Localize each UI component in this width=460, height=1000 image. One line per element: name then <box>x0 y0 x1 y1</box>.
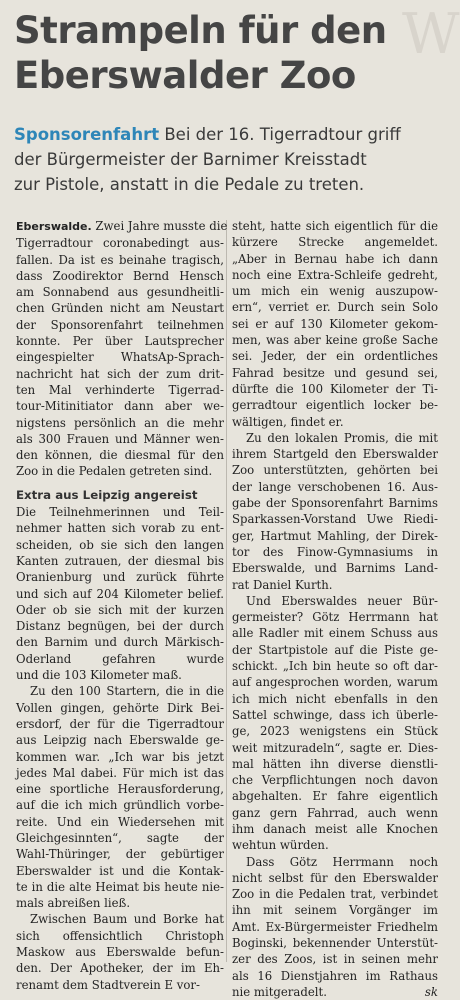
text-line: mal hätten ihn diverse dienstli- <box>232 756 438 771</box>
text-line: Eberswalde, und Barnims Land- <box>232 561 438 576</box>
text-line: steht, hatte sich eigentlich für die <box>232 219 438 233</box>
text-line: reite. Und ein Wiedersehen mit <box>16 814 224 829</box>
text-line: chen Gründen nicht am Neustart <box>16 301 224 316</box>
text-line: kommen war. „Ich war bis jetzt <box>16 749 224 764</box>
text-line: che Verpflichtungen noch davon <box>232 773 438 788</box>
column-right <box>232 218 438 1000</box>
author-signature: sk <box>424 984 438 999</box>
text-line: ganz gern Fahrrad, auch wenn <box>232 805 438 820</box>
article-headline <box>14 8 444 98</box>
paragraph <box>16 683 224 911</box>
text-line: germeister? Götz Herrmann hat <box>232 610 438 625</box>
text-line: weit mitzuradeln“, sagte er. Dies- <box>232 740 438 755</box>
text-line: scheiden, ob sie sich den langen <box>16 537 224 552</box>
text-line: dass Zoodirektor Bernd Hensch <box>16 268 224 283</box>
text-line: den können, die diesmal für den <box>16 448 224 463</box>
text-line <box>16 218 228 235</box>
text-line: Wahl-Thüringer, der gebürtiger <box>16 847 224 862</box>
text-line: den Barnim und durch Märkisch- <box>16 635 224 650</box>
text-line: Amt. Ex-Bürgermeister Friedhelm <box>232 919 438 934</box>
text-line: ihm danach meist alle Knochen <box>232 821 438 836</box>
text-line: Eberswalder ist und die Kontak- <box>16 863 224 878</box>
column-left <box>16 218 228 993</box>
text-line: zer des Zoos, ist in seinen mehr <box>232 952 438 967</box>
text-line: Boginski, bekennender Unterstüt- <box>232 936 438 951</box>
text-line: nehmer hatten sich vorab zu ent- <box>16 521 224 536</box>
paragraph <box>232 854 438 1000</box>
text-line: abgehalten. Er fahre eigentlich <box>232 789 438 804</box>
text-line: gerradtour eigentlich locker be- <box>232 398 438 413</box>
text-line: Fahrad besitze und gesund sei, <box>232 365 438 380</box>
text-line: wehtun würden. <box>232 838 329 853</box>
intro-line-1 <box>14 122 442 147</box>
watermark-letter: W <box>402 2 460 67</box>
text-line: Maskow aus Eberswalde befun- <box>16 945 224 960</box>
text-line: Und Eberswaldes neuer Bür- <box>246 593 438 608</box>
text-line: konnte. Per über Lautsprecher <box>16 334 224 349</box>
text-line: alle Radler mit einem Schuss aus <box>232 626 438 641</box>
text-line: tour-Mitinitiator dann aber we- <box>16 399 224 414</box>
text-line <box>232 984 438 1000</box>
text-line: Zoo unterstützten, gehörten bei <box>232 463 438 478</box>
text-line: Gleichgesinnten“, sagte der <box>16 830 224 845</box>
text-line: Oranienburg und zurück führte <box>16 570 224 585</box>
text-line: Sparkassen-Vorstand Uwe Riedi- <box>232 512 438 527</box>
text-line: ich mich nicht ebenfalls in den <box>232 691 438 706</box>
text-line: ihrem Startgeld den Eberswalder <box>232 447 438 462</box>
text-line: renamt dem Stadtverein E vor- <box>16 977 200 992</box>
text-line: Oderland gefahren wurde <box>16 651 224 666</box>
text-line: ern“, verriet er. Durch sein Solo <box>232 300 438 315</box>
text-line: noch eine Extra-Schleife gedreht, <box>232 267 438 282</box>
subheading: Extra aus Leipzig angereist <box>16 487 198 502</box>
paragraph <box>16 911 224 992</box>
article-intro <box>14 122 442 197</box>
text-line: Dass Götz Herrmann noch <box>246 854 438 869</box>
text-line: und die 103 Kilometer maß. <box>16 668 182 683</box>
text-line: Tigerradtour coronabedingt aus- <box>16 236 224 251</box>
text-line: sei. Jeder, der ein ordentliches <box>232 349 438 364</box>
text-line: Vollen gingen, gehörte Dirk Bei- <box>16 700 224 715</box>
intro-line-2: der Bürgermeister der Barnimer Kreisstadt <box>14 150 367 169</box>
text-line: den. Der Apotheker, der im Eh- <box>16 961 224 976</box>
text-line-content: Zwei Jahre musste die <box>91 219 228 233</box>
text-line: ihn mit seinem Vorgänger im <box>232 903 438 918</box>
text-line: der Sponsorenfahrt teilnehmen <box>16 317 224 332</box>
text-line: „Aber in Bernau habe ich dann <box>232 251 438 266</box>
text-line: Die Teilnehmerinnen und Teil- <box>16 505 224 520</box>
text-line: Distanz begnügen, bei der durch <box>16 619 224 634</box>
headline-line-1: Strampeln für den <box>14 9 387 52</box>
paragraph <box>232 218 438 430</box>
intro-kicker: Sponsorenfahrt <box>14 125 160 144</box>
text-line: der Startpistole auf die Piste ge- <box>232 642 438 657</box>
paragraph <box>232 593 438 854</box>
text-line: Sattel schwinge, dass ich überle- <box>232 707 438 722</box>
text-line: aus Leipzig nach Eberswalde ge- <box>16 733 224 748</box>
text-line: ersdorf, der für die Tigerradtour <box>16 716 224 731</box>
text-line: eine sportliche Herausforderung, <box>16 782 224 797</box>
text-line: gabe der Sponsorenfahrt Barnims <box>232 496 438 511</box>
text-line: der lange verschobenen 16. Aus- <box>232 479 438 494</box>
text-line: auf die ich mich gründlich vorbe- <box>16 798 224 813</box>
text-line: kürzere Strecke angemeldet. <box>232 235 438 250</box>
text-line: nigstens persönlich an die mehr <box>16 415 224 430</box>
text-line: eingespielter WhatsAp-Sprach- <box>16 350 224 365</box>
text-line: als 16 Dienstjahren im Rathaus <box>232 968 438 983</box>
text-line: Oder ob sie sich mit der kurzen <box>16 602 224 617</box>
text-line: ger, Hartmut Mahling, der Direk- <box>232 528 438 543</box>
text-line: Zwischen Baum und Borke hat <box>30 912 224 927</box>
text-line-content: nie mitgeradelt. <box>232 984 327 999</box>
text-line: mals abreißen ließ. <box>16 896 131 911</box>
text-line: dürfte die 100 Kilometer der Ti- <box>232 381 438 396</box>
paragraph <box>16 504 224 683</box>
text-line: Kanten zutrauen, der diesmal bis <box>16 553 224 568</box>
intro-text-1: Bei der 16. Tigerradtour griff <box>164 125 401 144</box>
text-line: nachricht hat sich der zum drit- <box>16 366 224 381</box>
text-line: am Sonnabend aus gesundheitli- <box>16 285 224 300</box>
text-line: ten Mal verhinderte Tigerrad- <box>16 382 224 397</box>
column-divider <box>226 220 227 962</box>
paragraph <box>232 430 438 593</box>
text-line: jedes Mal dabei. Für mich ist das <box>16 765 224 780</box>
text-line: nicht selbst für den Eberswalder <box>232 870 438 885</box>
text-line: Zoo in die Pedalen getreten sind. <box>16 464 213 479</box>
text-line: Zu den 100 Startern, die in die <box>30 684 224 699</box>
text-line: fallen. Da ist es beinahe tragisch, <box>16 252 224 267</box>
text-line: schickt. „Ich bin heute so oft dar- <box>232 659 438 674</box>
intro-line-3: zur Pistole, anstatt in die Pedale zu treten. <box>14 175 365 194</box>
text-line: wältigen, findet er. <box>232 414 344 429</box>
paragraph <box>16 218 228 480</box>
text-line: Zoo in die Pedalen trat, verbindet <box>232 887 438 902</box>
text-line: Zu den lokalen Promis, die mit <box>246 430 438 445</box>
text-line: te in die alte Heimat bis heute nie- <box>16 879 224 894</box>
text-line: als 300 Frauen und Männer wen- <box>16 431 224 446</box>
dateline: Eberswalde. <box>16 220 92 233</box>
text-line: ge, 2023 wenigstens ein Stück <box>232 724 438 739</box>
text-line: und sich auf 204 Kilometer belief. <box>16 586 224 601</box>
text-line: auf angesprochen worden, warum <box>232 675 438 690</box>
text-line: sei er auf 130 Kilometer gekom- <box>232 316 438 331</box>
text-line: sich offensichtlich Christoph <box>16 928 224 943</box>
text-line: um mich ein wenig auszupow- <box>232 284 438 299</box>
headline-line-2: Eberswalder Zoo <box>14 54 356 97</box>
text-line: rat Daniel Kurth. <box>232 577 333 592</box>
text-line: tor des Finow-Gymnasiums in <box>232 544 438 559</box>
text-line: men, was aber keine große Sache <box>232 333 438 348</box>
